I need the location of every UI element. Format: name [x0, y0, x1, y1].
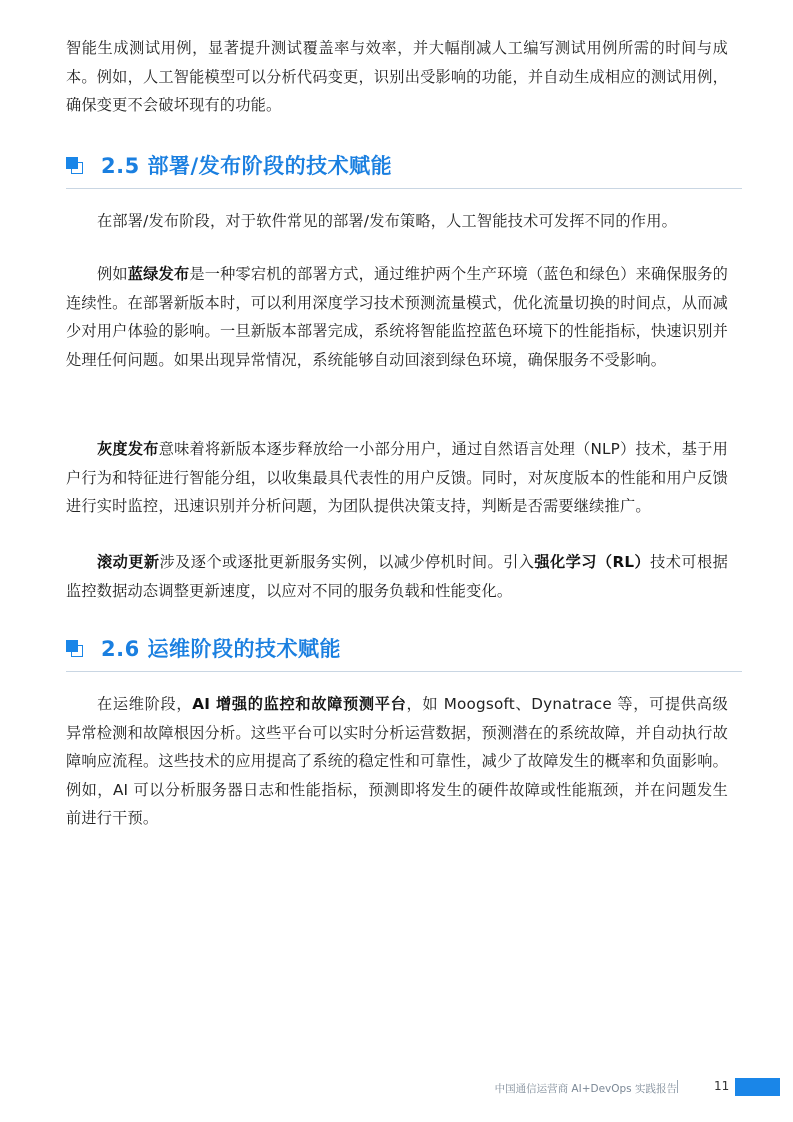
canary-term: 灰度发布: [97, 440, 159, 458]
blue-green-paragraph: 例如蓝绿发布是一种零宕机的部署方式，通过维护两个生产环境（蓝色和绿色）来确保服务的连续性。在部署新版本时，可以利用深度学习技术预测流量模式，优化流量切换的时间点，从而减少对用户体验的影响。一旦新版本部署完成，系统将智能监控蓝色环境下的性能指标，快速识别并处理任何问题。如果出现异常情况，系统能够自动回滚到绿色环境，确保服务不受影响。: [66, 265, 728, 369]
page-accent-bar: [735, 1078, 780, 1096]
section-heading-2-5: [66, 146, 742, 189]
footer-report-title: 中国通信运营商 AI+DevOps 实践报告: [494, 1083, 677, 1095]
footer-divider: [677, 1080, 678, 1093]
section-square-icon: [66, 157, 86, 177]
rl-term: 强化学习（RL）: [534, 553, 651, 571]
page-number: 11: [714, 1079, 730, 1093]
section-title: 2.6 运维阶段的技术赋能: [101, 637, 342, 661]
blue-green-term: 蓝绿发布: [127, 265, 190, 283]
section-title: 2.5 部署/发布阶段的技术赋能: [101, 154, 393, 178]
aiops-platform-term: AI 增强的监控和故障预测平台: [192, 695, 407, 713]
section-square-icon: [66, 640, 86, 660]
rolling-update-paragraph: 滚动更新涉及逐个或逐批更新服务实例，以减少停机时间。引入强化学习（RL）技术可根据监控数据动态调整更新速度，以应对不同的服务负载和性能变化。: [66, 553, 728, 600]
rolling-update-term: 滚动更新: [97, 553, 160, 571]
intro-paragraph: 智能生成测试用例，显著提升测试覆盖率与效率，并大幅削减人工编写测试用例所需的时间与成本。例如，人工智能模型可以分析代码变更，识别出受影响的功能，并自动生成相应的测试用例，确保变更不会破坏现有的功能。: [66, 39, 728, 115]
ops-paragraph: 在运维阶段，AI 增强的监控和故障预测平台，如 Moogsoft、Dynatrace 等，可提供高级异常检测和故障根因分析。这些平台可以实时分析运营数据，预测潜在的系统故障，并自动执行故障响应流程。这些技术的应用提高了系统的稳定性和可靠性，减少了故障发生的概率和负面影响。例如，AI 可以分析服务器日志和性能指标，预测即将发生的硬件故障或性能瓶颈，并在问题发生前进行干预。: [66, 695, 728, 828]
deploy-intro-paragraph: 在部署/发布阶段，对于软件常见的部署/发布策略，人工智能技术可发挥不同的作用。: [97, 212, 677, 230]
section-heading-2-6: [66, 629, 742, 672]
canary-paragraph: 灰度发布意味着将新版本逐步释放给一小部分用户，通过自然语言处理（NLP）技术，基于用户行为和特征进行智能分组，以收集最具代表性的用户反馈。同时，对灰度版本的性能和用户反馈进行实时监控，迅速识别并分析问题，为团队提供决策支持，判断是否需要继续推广。: [66, 440, 728, 516]
